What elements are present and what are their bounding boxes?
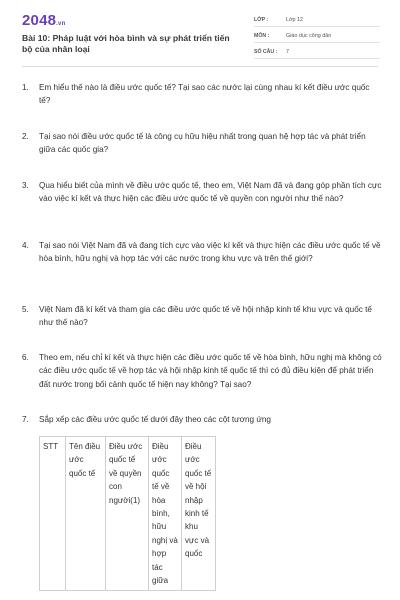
meta-label: SỐ CÂU : (254, 49, 278, 55)
site-logo[interactable] (22, 12, 65, 29)
question-number: 6. (22, 353, 29, 362)
meta-info (254, 14, 380, 62)
meta-value: Giáo dục công dân (286, 33, 332, 39)
question-text: Tại sao nói Việt Nam đã và đang tích cực vào việc kí kết và thực hiện các điều ước quốc tế về hòa bình, hữu nghị và hợp tác với các nước trong khu vực và trên thế giới? (39, 241, 381, 264)
meta-row-subject (254, 30, 380, 43)
meta-row-count (254, 46, 380, 59)
table-header-cell: Điều ước quốc tế về hội nhập kinh tế khu vực và quốc (182, 437, 216, 591)
question-text: Theo em, nếu chỉ kí kết và thực hiện các điều ước quốc tế về hòa bình, hữu nghị mà không có các điều ước quốc tế về hợp tác và hội nhập kinh tế quốc tế thì có đủ điều kiện để phát triển đất nước trong bối cảnh quốc tế hiện nay không? Tại sao? (39, 353, 382, 389)
table-header-cell: Điều ước quốc tế về hòa bình, hữu nghị và hợp tác giữa (149, 437, 182, 591)
logo-main: 2048 (22, 12, 57, 29)
question-number: 4. (22, 241, 29, 250)
meta-value: 7 (286, 49, 289, 55)
question-text: Qua hiểu biết của mình về điều ước quốc tế, theo em, Việt Nam đã và đang góp phần tích cực vào việc kí kết và thực hiện các điều ước quốc tế về quyền con người như thế nào? (39, 181, 382, 204)
question-number: 2. (22, 132, 29, 141)
header-divider (22, 66, 378, 67)
table-header-cell: STT (40, 437, 66, 591)
table-header-cell: Điều ước quốc tế về quyền con người(1) (106, 437, 149, 591)
meta-label: MÔN : (254, 33, 270, 39)
question-number: 3. (22, 181, 29, 190)
question-number: 5. (22, 305, 29, 314)
question-number: 7. (22, 415, 29, 424)
logo-tld: .vn (56, 21, 66, 27)
question-text: Tại sao nói điều ước quốc tế là công cụ hữu hiệu nhất trong quan hệ hợp tác và phát triển giữa các quốc gia? (39, 132, 366, 155)
meta-label: LỚP : (254, 17, 269, 23)
question-number: 1. (22, 83, 29, 92)
question-text: Sắp xếp các điều ước quốc tế dưới đây theo các cột tương ứng (39, 415, 271, 424)
question-text: Việt Nam đã kí kết và tham gia các điều ước quốc tế về hội nhập kinh tế khu vực và quốc tế như thế nào? (39, 305, 372, 328)
meta-value: Lớp 12 (286, 17, 304, 23)
meta-row-class (254, 14, 380, 27)
table-header-row (40, 437, 216, 591)
lesson-title: Bài 10: Pháp luật với hòa bình và sự phát triển tiến bộ của nhân loại (22, 33, 230, 54)
table-header-cell: Tên điều ước quốc tế (66, 437, 106, 591)
question-text: Em hiểu thế nào là điều ước quốc tế? Tại sao các nước lại cùng nhau kí kết điều ước quốc tế? (39, 83, 370, 106)
classification-table (39, 436, 216, 591)
page-header (0, 0, 400, 70)
